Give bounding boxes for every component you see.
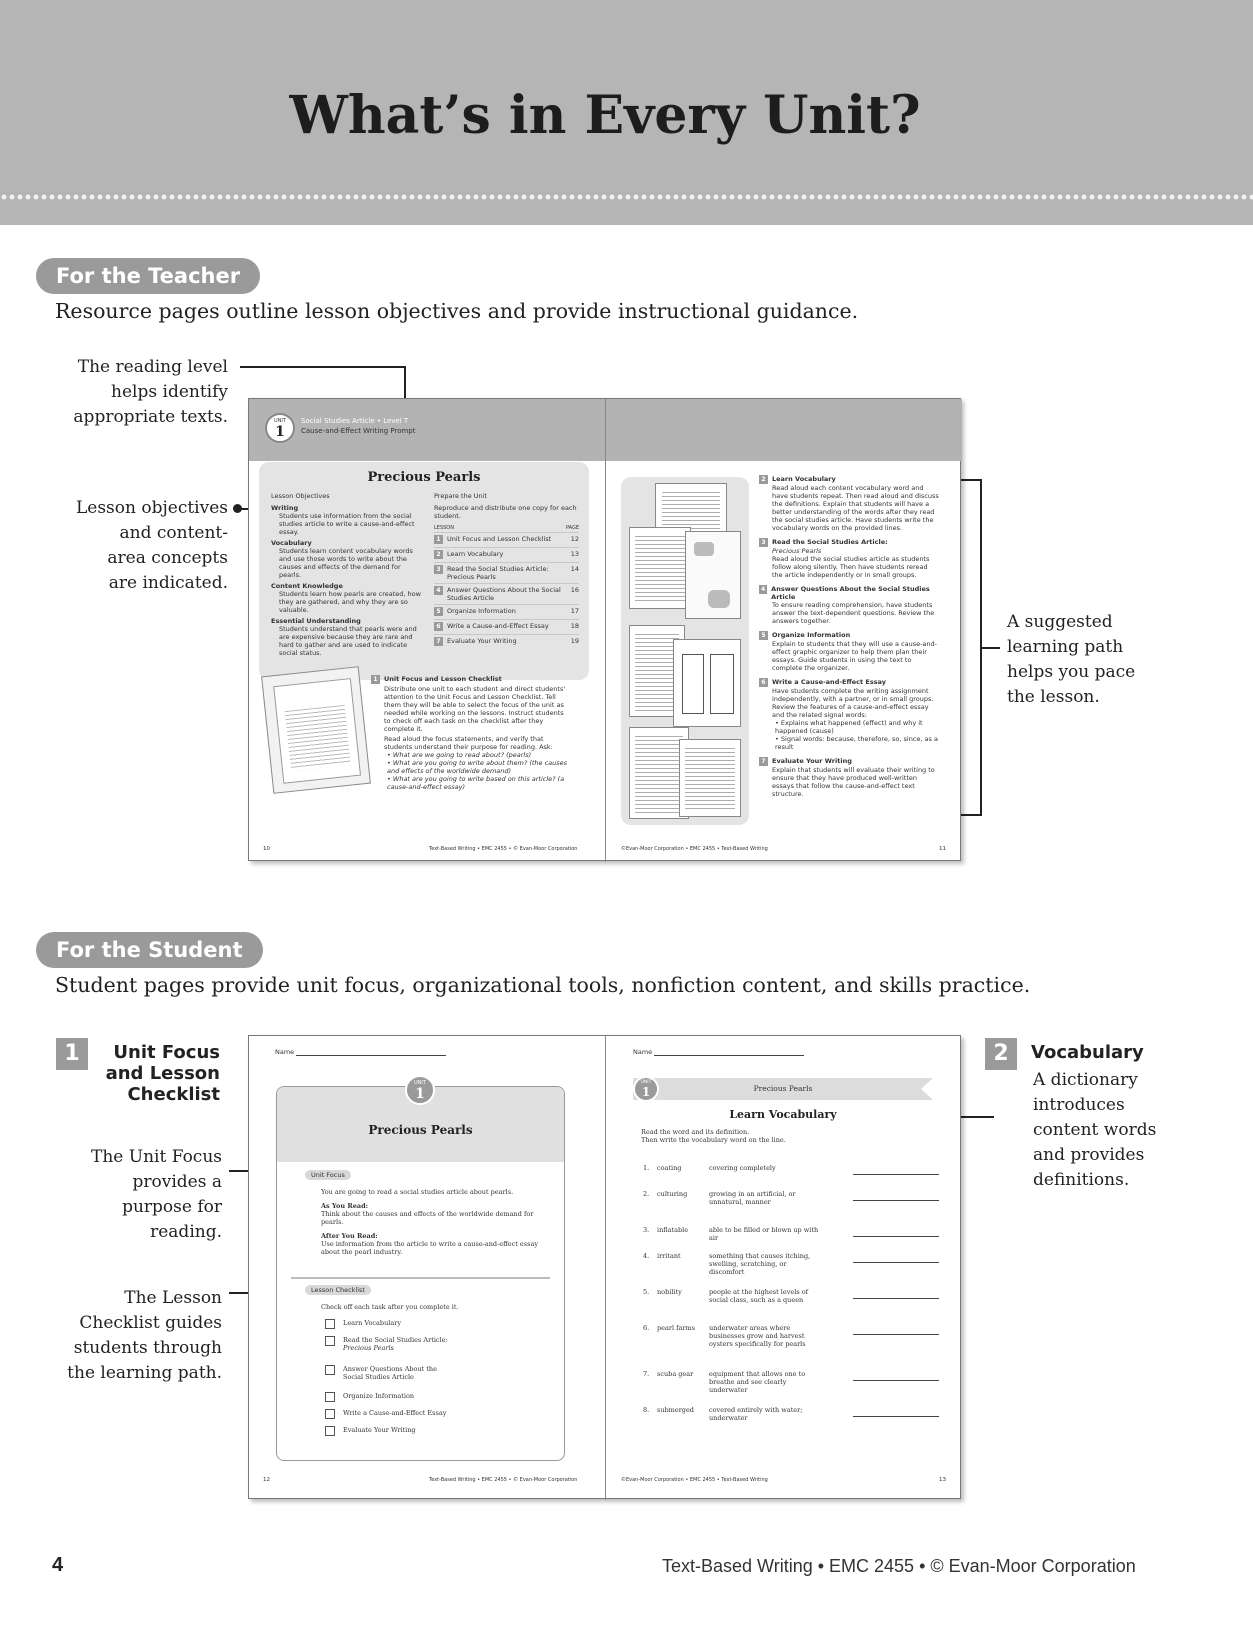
- callout-reading-level: The reading level helps identify appropriate texts.: [73, 357, 228, 427]
- page-footer: Text-Based Writing • EMC 2455 • © Evan-Moor Corporation: [662, 1556, 1136, 1576]
- answer-line[interactable]: [853, 1174, 939, 1175]
- unit-focus-card: [276, 1080, 565, 1461]
- vocab-list: [643, 1164, 943, 1436]
- student-pages-thumbnails: [621, 477, 749, 825]
- lesson-objectives-card: [259, 462, 589, 680]
- vocab-instructions: Read the word and its definition. Then write the vocabulary word on the line.: [641, 1128, 786, 1144]
- step-7: 7 Evaluate Your Writing Explain that students will evaluate their writing to ensure that they have produced well-written essays that follow the cause-and-effect text structure.: [759, 757, 939, 798]
- lesson-row: 7 Evaluate Your Writing 19: [434, 634, 579, 649]
- prepare-unit: Prepare the Unit Reproduce and distribute one copy for each student. LESSON PAGE 1 Unit Focus and Lesson Checklist 12 2 Learn Vocabulary 13 3 Read the Social Studies Article: Precious Pearls 14 4 Answer Questions About the Social Studies Article 16 5 Organize Information 17 6 Write a Cause-and-Effect Essay 18 7 Evaluate Your Writing 19: [434, 492, 579, 649]
- vocab-row: 2. culturing growing in an artificial, or unnatural, manner: [643, 1190, 943, 1226]
- card-title: Precious Pearls: [367, 470, 481, 485]
- student-spread: [248, 1035, 961, 1499]
- checklist: [325, 1319, 525, 1443]
- connector-line: [240, 366, 405, 368]
- answer-line[interactable]: [853, 1262, 939, 1263]
- page-number: 4: [52, 1554, 64, 1576]
- unit-focus-tag: Unit Focus: [305, 1170, 351, 1180]
- checklist-thumbnail: [261, 666, 371, 794]
- teacher-page-header-right: [606, 399, 962, 461]
- step-1: 1 Unit Focus and Lesson Checklist Distribute one unit to each student and direct students' attention to the Unit Focus and Lesson Checklist. Tell them they will be able to select the focus of the unit as needed while working on the lessons. Instruct students to check off each task on the checklist after they complete it. Read aloud the focus statements, and verify that students understand their purpose for reading. Ask: • What are we going to read about? (pearls) • What are you going to write about them? (the causes and effects of the worldwide demand) • What are you going to write based on this article? (a cause-and-effect essay): [371, 675, 571, 791]
- checkbox[interactable]: [325, 1392, 335, 1402]
- page-title: What’s in Every Unit?: [289, 85, 921, 146]
- answer-line[interactable]: [853, 1236, 939, 1237]
- page-number: 12: [263, 1477, 270, 1483]
- checklist-item: Evaluate Your Writing: [325, 1426, 525, 1443]
- page-number: 13: [939, 1477, 946, 1483]
- callout-lesson-checklist: The Lesson Checklist guides students through the learning path.: [67, 1288, 222, 1383]
- learning-path-steps: [759, 475, 939, 798]
- answer-line[interactable]: [853, 1380, 939, 1381]
- lesson-row: 4 Answer Questions About the Social Studies Article 16: [434, 583, 579, 604]
- teacher-intro: Resource pages outline lesson objectives and provide instructional guidance.: [55, 299, 859, 323]
- answer-line[interactable]: [853, 1200, 939, 1201]
- student-label: For the Student: [36, 932, 263, 968]
- card-title: Precious Pearls: [368, 1123, 473, 1137]
- callout-unit-focus: The Unit Focus provides a purpose for reading.: [91, 1147, 222, 1242]
- lesson-checklist-tag: Lesson Checklist: [305, 1285, 371, 1295]
- lesson-row: 3 Read the Social Studies Article: Precious Pearls 14: [434, 562, 579, 583]
- page-footer: ©Evan-Moor Corporation • EMC 2455 • Text-Based Writing: [621, 846, 768, 852]
- vocab-row: 8. submerged covered entirely with water; underwater: [643, 1406, 943, 1436]
- step-3: 3 Read the Social Studies Article: Precious Pearls Read aloud the social studies article as students follow along silently. Then have students reread the article independently or in small groups.: [759, 538, 939, 579]
- checkbox[interactable]: [325, 1409, 335, 1419]
- page-footer: Text-Based Writing • EMC 2455 • © Evan-Moor Corporation: [429, 846, 578, 852]
- lesson-row: 2 Learn Vocabulary 13: [434, 547, 579, 562]
- spine: [605, 399, 606, 862]
- section-number-2: 2: [985, 1038, 1017, 1070]
- spine: [605, 1036, 606, 1500]
- objectives-list: Lesson Objectives Writing Students use information from the social studies article to write a cause-and-effect essay. Vocabulary Students learn content vocabulary words and use those words to write about the causes and effects of the demand for pearls. Content Knowledge Students learn how pearls are created, how they are gathered, and why they are so valuable. Essential Understanding Students understand that pearls were and are expensive because they are rare and hard to gather and are used to indicate social status.: [271, 492, 421, 657]
- checklist-item: Learn Vocabulary: [325, 1319, 525, 1336]
- step-4: 4 Answer Questions About the Social Studies Article To ensure reading comprehension, have students answer the text-dependent questions. Review the answers together.: [760, 585, 935, 625]
- unit-badge: UNIT 1: [405, 1075, 435, 1105]
- checklist-item: Write a Cause-and-Effect Essay: [325, 1409, 525, 1426]
- callout-learning-path: A suggested learning path helps you pace the lesson.: [1007, 612, 1136, 707]
- callout-vocabulary: A dictionary introduces content words and provides definitions.: [1033, 1070, 1157, 1190]
- page-footer: ©Evan-Moor Corporation • EMC 2455 • Text-Based Writing: [621, 1477, 768, 1483]
- checklist-item: Read the Social Studies Article: Precious Pearls: [325, 1336, 525, 1365]
- vocab-row: 3. inflatable able to be filled or blown up with air: [643, 1226, 943, 1252]
- bracket-top: [960, 479, 982, 481]
- unit-focus-text: You are going to read a social studies article about pearls. As You Read: Think about the causes and effects of the worldwide demand for pearls. After You Read: Use information from the article to write a cause-and-effect essay about the pearl industry.: [321, 1188, 538, 1256]
- vocab-row: 7. scuba gear equipment that allows one to breathe and see clearly underwater: [643, 1370, 943, 1406]
- page-footer: Text-Based Writing • EMC 2455 • © Evan-Moor Corporation: [429, 1477, 578, 1483]
- section-number-1: 1: [56, 1038, 88, 1070]
- reading-level-line: Social Studies Article • Level T: [301, 417, 409, 425]
- unit-badge: UNIT 1: [633, 1076, 659, 1102]
- checklist-item: Answer Questions About the Social Studies Article: [325, 1365, 525, 1392]
- vocab-title: Learn Vocabulary: [729, 1108, 837, 1121]
- answer-line[interactable]: [853, 1298, 939, 1299]
- connector-line: [980, 647, 1000, 649]
- page-number: 11: [939, 846, 946, 852]
- checkbox[interactable]: [325, 1365, 335, 1375]
- step-6: 6 Write a Cause-and-Effect Essay Have students complete the writing assignment independently, with a partner, or in small groups. Review the features of a cause-and-effect essay and the related signal words: • Explains what happened (effect) and why it happened (cause) • Signal words: because, therefore, so, since, as a result: [759, 678, 939, 751]
- name-line: Name: [275, 1048, 446, 1056]
- prompt-line: Cause-and-Effect Writing Prompt: [301, 427, 416, 435]
- checkbox[interactable]: [325, 1336, 335, 1346]
- checkbox[interactable]: [325, 1319, 335, 1329]
- vocab-row: 1. coating covering completely: [643, 1164, 943, 1190]
- step-2: 2 Learn Vocabulary Read aloud each content vocabulary word and have students repeat. Then read aloud and discuss the definitions. Explain that students will have a better understanding of the words after they read the social studies article. Have students write the vocabulary words on the provided lines.: [759, 475, 939, 532]
- checklist-item: Organize Information: [325, 1392, 525, 1409]
- lesson-row: 1 Unit Focus and Lesson Checklist 12: [434, 532, 579, 547]
- checklist-intro: Check off each task after you complete it.: [321, 1303, 459, 1311]
- banner-title: Precious Pearls: [753, 1084, 813, 1093]
- teacher-label: For the Teacher: [36, 258, 260, 294]
- step-5: 5 Organize Information Explain to students that they will use a cause-and-effect graphic organizer to help them plan their essays. Guide students in using the text to complete the organizer.: [759, 631, 939, 672]
- student-intro: Student pages provide unit focus, organizational tools, nonfiction content, and skills practice.: [55, 973, 1031, 997]
- lesson-row: 5 Organize Information 17: [434, 604, 579, 619]
- section-heading-unit-focus: Unit Focus and Lesson Checklist: [105, 1042, 220, 1105]
- unit-badge: UNIT 1: [265, 413, 295, 443]
- lesson-row: 6 Write a Cause-and-Effect Essay 18: [434, 619, 579, 634]
- header-dot-border: [0, 190, 1253, 204]
- answer-line[interactable]: [853, 1416, 939, 1417]
- vocab-row: 5. nobility people at the highest levels of social class, such as a queen: [643, 1288, 943, 1324]
- vocab-row: 6. pearl farms underwater areas where businesses grow and harvest oysters specifically for pearls: [643, 1324, 943, 1370]
- answer-line[interactable]: [853, 1334, 939, 1335]
- bracket-bottom: [960, 814, 982, 816]
- checkbox[interactable]: [325, 1426, 335, 1436]
- name-line: Name: [633, 1048, 804, 1056]
- page-number: 10: [263, 846, 270, 852]
- connector-dot: [233, 504, 242, 513]
- teacher-spread: [248, 398, 961, 861]
- section-heading-vocabulary: Vocabulary: [1031, 1042, 1144, 1063]
- vocab-row: 4. irritant something that causes itching, swelling, scratching, or discomfort: [643, 1252, 943, 1288]
- callout-objectives: Lesson objectives and content- area concepts are indicated.: [75, 498, 228, 593]
